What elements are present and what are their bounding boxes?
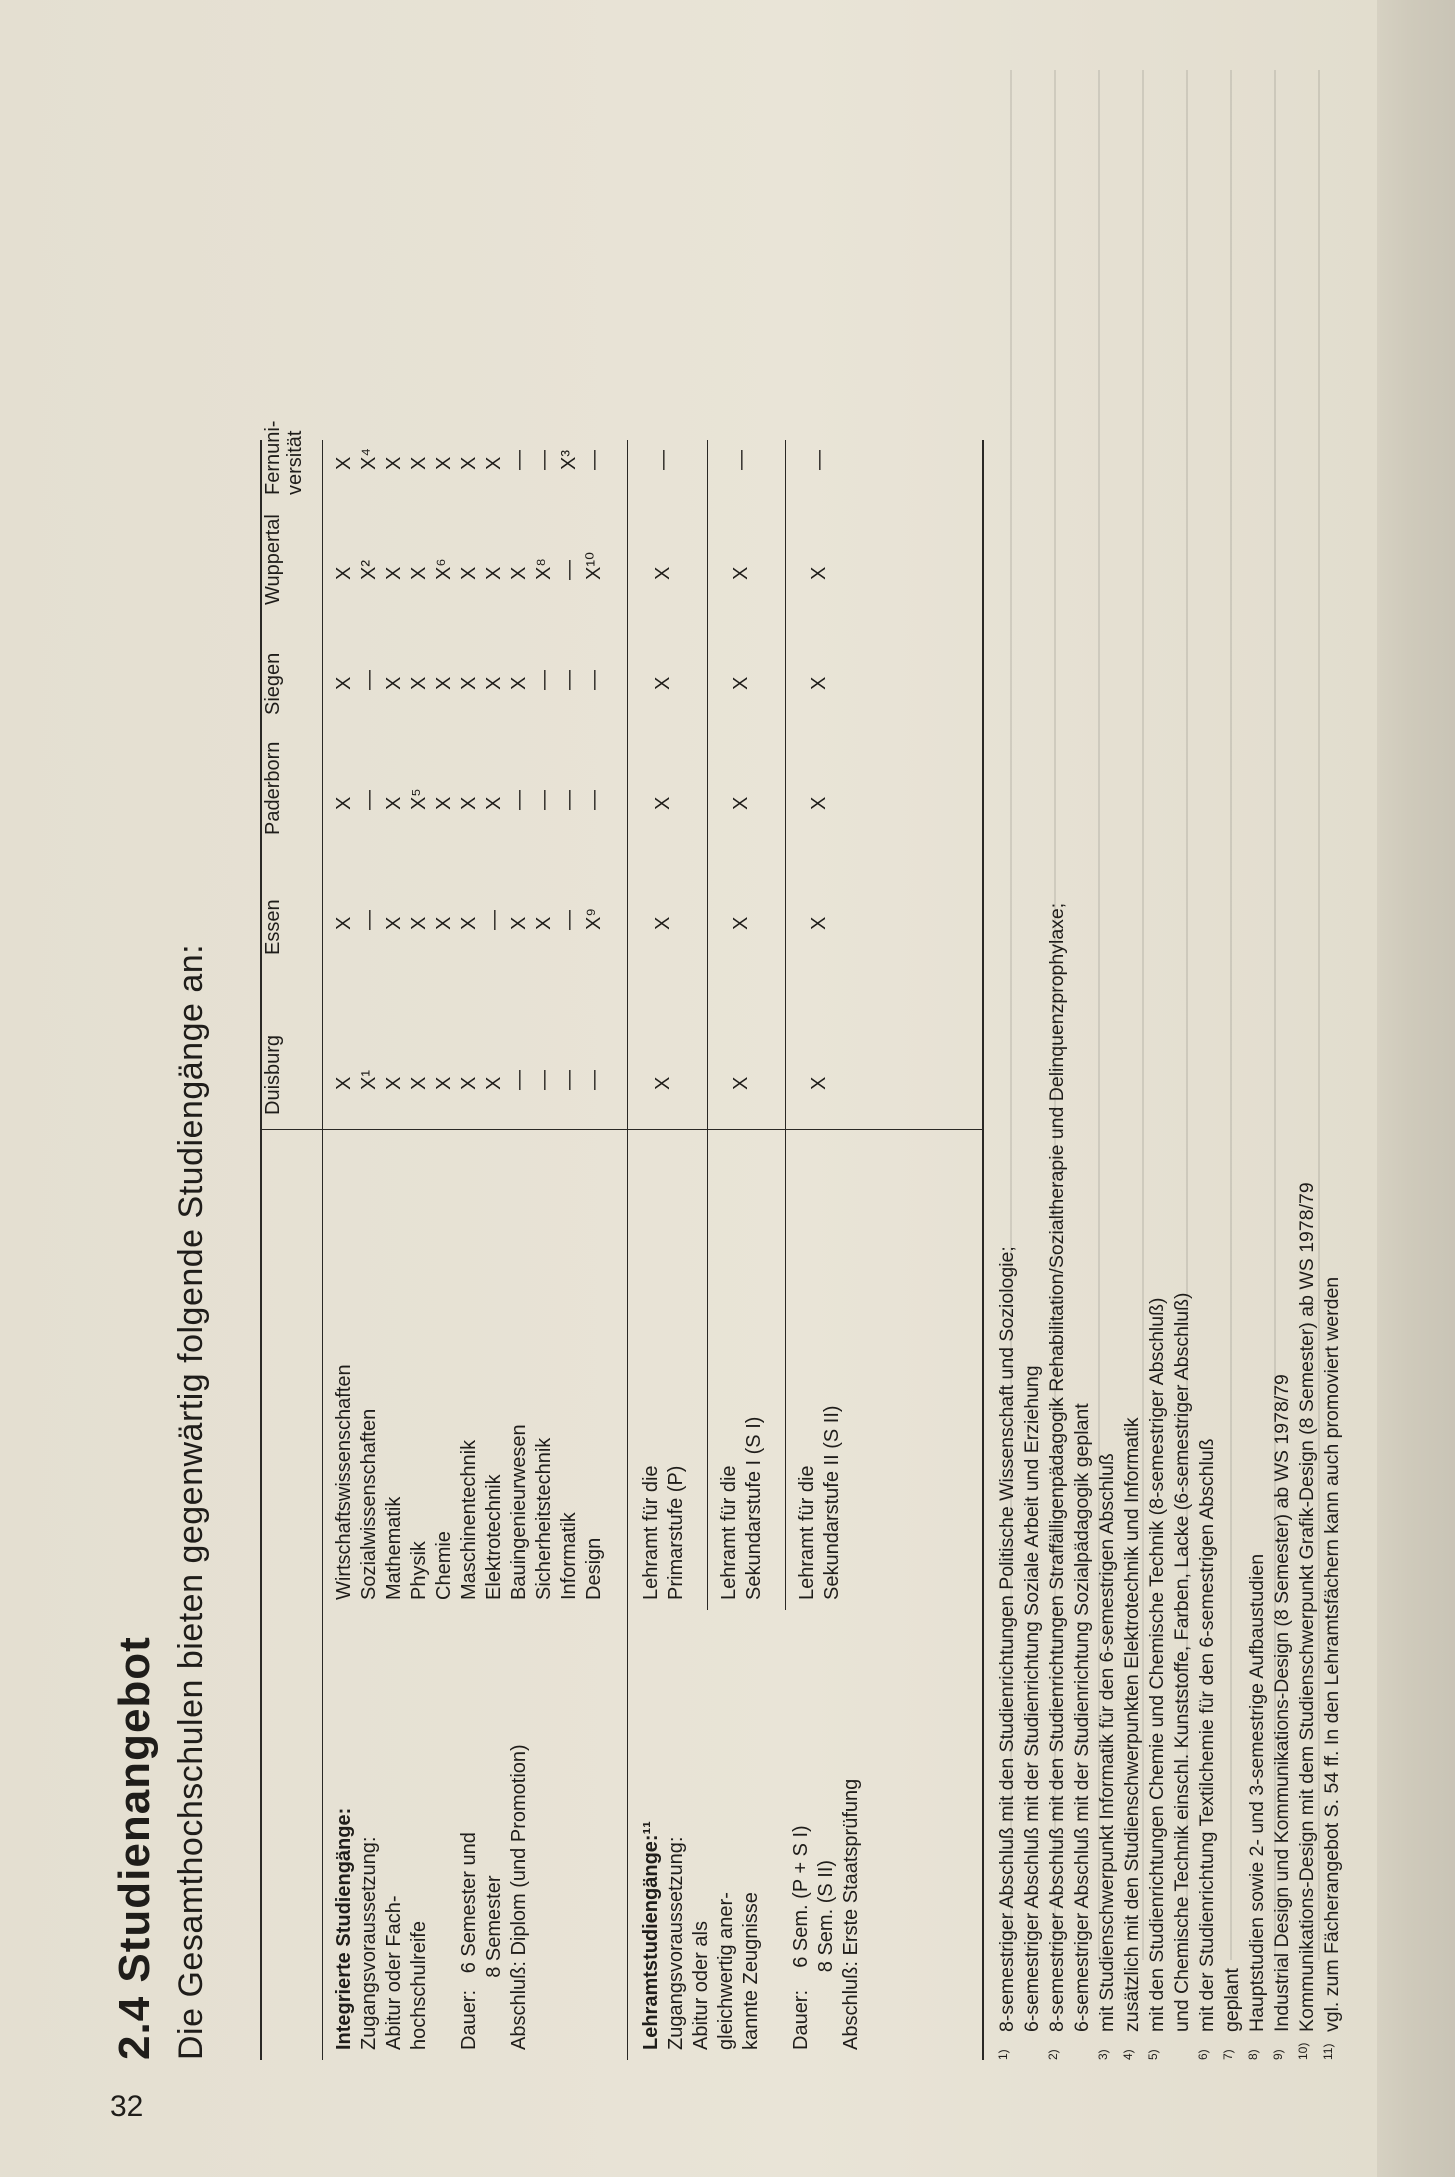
footnote-number-text: 3) <box>1096 2049 1110 2060</box>
mark-0-2: X <box>333 796 355 810</box>
teacher-mark-2-5: — <box>808 450 830 470</box>
teacher-mark-0-0: X <box>652 1076 674 1090</box>
mark-7-1: X <box>508 916 530 930</box>
teacher-mark-1-0: X <box>730 1076 752 1090</box>
mark-8-4: X⁸ <box>533 558 555 580</box>
block-divider <box>627 440 628 2060</box>
mark-0-1: X <box>333 916 355 930</box>
footnote-4 <box>1095 160 1120 2060</box>
mark-8-1: X <box>533 916 555 930</box>
footnote-text: Hauptstudien sowie 2- und 3-semestrige Aufbaustudien <box>1246 1553 1268 2032</box>
footnote-11 <box>1270 160 1295 2060</box>
teacher-row-divider-2 <box>785 440 786 1610</box>
footnote-number <box>995 2032 1020 2060</box>
mark-3-1: X <box>408 916 430 930</box>
footnote-number-text: 9) <box>1271 2049 1285 2060</box>
mark-10-0: — <box>583 1070 605 1090</box>
mark-6-5: X <box>483 456 505 470</box>
footnote-0 <box>995 160 1020 2060</box>
teacher-mark-2-1: X <box>808 916 830 930</box>
mark-4-0: X <box>433 1076 455 1090</box>
teacher-title: Lehramtstudiengänge:¹¹ <box>640 1821 662 2050</box>
column-header-0: Duisburg <box>262 1034 284 1115</box>
mark-7-0: — <box>508 1070 530 1090</box>
teacher-mark-2-2: X <box>808 796 830 810</box>
footnote-text: mit der Studienrichtung Textilchemie für den 6-semestrigen Abschluß <box>1196 1438 1218 2032</box>
mark-10-3: — <box>583 670 605 690</box>
mark-6-0: X <box>483 1076 505 1090</box>
mark-7-4: X <box>508 566 530 580</box>
mark-8-5: — <box>533 450 555 470</box>
mark-9-5: X³ <box>558 450 580 470</box>
mark-5-3: X <box>458 676 480 690</box>
label-divider <box>262 1129 982 1130</box>
mark-0-5: X <box>333 456 355 470</box>
mark-4-1: X <box>433 916 455 930</box>
mark-8-2: — <box>533 790 555 810</box>
footnote-5 <box>1120 160 1145 2060</box>
mark-3-0: X <box>408 1076 430 1090</box>
mark-0-3: X <box>333 676 355 690</box>
subject-0: Wirtschaftswissenschaften <box>333 1364 355 1600</box>
page-number: 32 <box>110 2090 144 2123</box>
mark-6-1: — <box>483 910 505 930</box>
footnote-text: Industrial Design und Kommunikations-Design (8 Semester) ab WS 1978/79 <box>1271 1374 1293 2032</box>
column-header-2: Paderborn <box>262 741 284 835</box>
subject-7: Bauingenieurwesen <box>508 1424 530 1600</box>
mark-6-4: X <box>483 566 505 580</box>
mark-9-3: — <box>558 670 580 690</box>
teacher-mark-2-4: X <box>808 566 830 580</box>
subject-8: Sicherheitstechnik <box>533 1437 555 1600</box>
column-header-5: Fernuni- versität <box>262 420 306 495</box>
mark-8-3: — <box>533 670 555 690</box>
mark-3-2: X⁵ <box>408 788 430 810</box>
footnote-7 <box>1170 160 1195 2060</box>
teacher-subject-1: Lehramt für die Sekundarstufe I (S I) <box>718 1416 765 1600</box>
integrated-title: Integrierte Studiengänge: <box>333 1807 355 2050</box>
teacher-mark-0-2: X <box>652 796 674 810</box>
teacher-mark-1-3: X <box>730 676 752 690</box>
mark-4-4: X⁶ <box>433 558 455 580</box>
teacher-conditions: Lehramtstudiengänge:¹¹ Zugangsvoraussetzung: Abitur oder als gleichwertig aner- kannte Zeugnisse Dauer: 6 Sem. (P + S I) 8 Sem. (S II) Abschluß: Erste Staatsprüfung <box>640 1778 862 2050</box>
mark-0-0: X <box>333 1076 355 1090</box>
mark-4-2: X <box>433 796 455 810</box>
footnote-number <box>1020 2032 1045 2060</box>
teacher-mark-1-2: X <box>730 796 752 810</box>
mark-5-1: X <box>458 916 480 930</box>
footnote-10 <box>1245 160 1270 2060</box>
mark-6-2: X <box>483 796 505 810</box>
integrated-conditions: Integrierte Studiengänge: Zugangsvoraussetzung: Abitur oder Fach- hochschulreife Dauer: 6 Semester und 8 Semester Abschluß: Diplom (und Promotion) <box>333 1744 530 2050</box>
footnote-number <box>1295 2032 1320 2060</box>
teacher-mark-1-4: X <box>730 566 752 580</box>
column-header-4: Wuppertal <box>262 514 284 605</box>
footnote-text: zusätzlich mit den Studienschwerpunkten Elektrotechnik und Informatik <box>1121 1417 1143 2032</box>
footnote-text: 8-semestriger Abschluß mit den Studienrichtungen Politische Wissenschaft und Soziologie; <box>996 1246 1018 2032</box>
mark-7-3: X <box>508 676 530 690</box>
study-programs-table <box>260 420 984 2060</box>
footnote-text: 6-semestriger Abschluß mit der Studienrichtung Soziale Arbeit und Erziehung <box>1021 1365 1043 2032</box>
mark-0-4: X <box>333 566 355 580</box>
mark-1-1: — <box>358 910 380 930</box>
subject-10: Design <box>583 1537 605 1600</box>
column-header-1: Essen <box>262 899 284 955</box>
mark-9-4: — <box>558 560 580 580</box>
intro-text: Die Gesamthochschulen bieten gegenwärtig folgende Studiengänge an: <box>172 943 210 2060</box>
mark-9-2: — <box>558 790 580 810</box>
footnote-number <box>1095 2032 1120 2060</box>
footnote-12 <box>1295 160 1320 2060</box>
teacher-row-divider-1 <box>707 440 708 1610</box>
mark-9-0: — <box>558 1070 580 1090</box>
mark-10-4: X¹⁰ <box>583 551 605 580</box>
mark-3-5: X <box>408 456 430 470</box>
mark-2-4: X <box>383 566 405 580</box>
teacher-mark-0-3: X <box>652 676 674 690</box>
subject-3: Physik <box>408 1541 430 1600</box>
teacher-mark-0-1: X <box>652 916 674 930</box>
subject-2: Mathematik <box>383 1496 405 1600</box>
footnote-text: mit den Studienrichtungen Chemie und Chemische Technik (8-semestriger Abschluß) <box>1146 1297 1168 2032</box>
mark-2-1: X <box>383 916 405 930</box>
footnote-number-text: 1) <box>996 2049 1010 2060</box>
header-divider <box>322 440 323 2060</box>
footnote-number-text: 11) <box>1321 2043 1335 2060</box>
footnote-2 <box>1045 160 1070 2060</box>
mark-5-2: X <box>458 796 480 810</box>
subject-5: Maschinentechnik <box>458 1439 480 1600</box>
footnote-number <box>1270 2032 1295 2060</box>
footnote-number-text: 2) <box>1046 2049 1060 2060</box>
mark-2-2: X <box>383 796 405 810</box>
page-edge <box>1377 0 1455 2177</box>
footnote-9 <box>1220 160 1245 2060</box>
mark-4-5: X <box>433 456 455 470</box>
mark-3-3: X <box>408 676 430 690</box>
footnote-number-text: 6) <box>1196 2049 1210 2060</box>
footnote-text: geplant <box>1221 1968 1243 2032</box>
footnote-number <box>1045 2032 1070 2060</box>
footnote-1 <box>1020 160 1045 2060</box>
footnote-text: und Chemische Technik einschl. Kunststoffe, Farben, Lacke (6-semestriger Abschluß) <box>1171 1292 1193 2032</box>
footnote-number-text: 8) <box>1246 2049 1260 2060</box>
subject-4: Chemie <box>433 1531 455 1600</box>
mark-9-1: — <box>558 910 580 930</box>
footnote-text: vgl. zum Fächerangebot S. 54 ff. In den Lehramtsfächern kann auch promoviert werden <box>1321 1276 1343 2032</box>
column-header-3: Siegen <box>262 652 284 715</box>
mark-10-2: — <box>583 790 605 810</box>
mark-2-0: X <box>383 1076 405 1090</box>
footnote-text: 6-semestriger Abschluß mit der Studienrichtung Sozialpädagogik geplant <box>1071 1403 1093 2032</box>
mark-3-4: X <box>408 566 430 580</box>
footnote-number <box>1320 2032 1345 2060</box>
teacher-mark-1-5: — <box>730 450 752 470</box>
mark-10-5: — <box>583 450 605 470</box>
footnote-number <box>1120 2032 1145 2060</box>
mark-10-1: X⁹ <box>583 908 605 930</box>
footnote-number-text: 10) <box>1296 2042 1310 2060</box>
mark-1-5: X⁴ <box>358 448 380 470</box>
footnote-number-text: 7) <box>1221 2049 1235 2060</box>
mark-1-3: — <box>358 670 380 690</box>
teacher-mark-0-5: — <box>652 450 674 470</box>
mark-5-0: X <box>458 1076 480 1090</box>
footnote-number <box>1070 2032 1095 2060</box>
footnote-number-text: 5) <box>1146 2049 1160 2060</box>
footnote-number <box>1170 2032 1195 2060</box>
footnote-number <box>1220 2032 1245 2060</box>
mark-1-4: X² <box>358 560 380 580</box>
footnote-6 <box>1145 160 1170 2060</box>
mark-7-2: — <box>508 790 530 810</box>
mark-2-5: X <box>383 456 405 470</box>
section-heading: 2.4 Studienangebot <box>110 1636 159 2060</box>
subject-9: Informatik <box>558 1512 580 1600</box>
footnote-13 <box>1320 160 1345 2060</box>
mark-7-5: — <box>508 450 530 470</box>
teacher-mark-0-4: X <box>652 566 674 580</box>
mark-1-0: X¹ <box>358 1070 380 1090</box>
mark-6-3: X <box>483 676 505 690</box>
mark-4-3: X <box>433 676 455 690</box>
footnote-3 <box>1070 160 1095 2060</box>
footnote-text: 8-semestriger Abschluß mit den Studienrichtungen Straffälligenpädagogik Rehabilitation/Sozialtherapie und Delinquenzprophylaxe; <box>1046 902 1068 2032</box>
footnote-8 <box>1195 160 1220 2060</box>
footnotes <box>995 160 1345 2060</box>
footnote-text: mit Studienschwerpunkt Informatik für den 6-semestrigen Abschluß <box>1096 1453 1118 2032</box>
mark-8-0: — <box>533 1070 555 1090</box>
teacher-subject-0: Lehramt für die Primarstufe (P) <box>640 1465 687 1600</box>
subject-6: Elektrotechnik <box>483 1474 505 1600</box>
mark-5-4: X <box>458 566 480 580</box>
mark-5-5: X <box>458 456 480 470</box>
rotated-content <box>110 70 1343 2060</box>
footnote-number <box>1195 2032 1220 2060</box>
teacher-mark-1-1: X <box>730 916 752 930</box>
teacher-mark-2-3: X <box>808 676 830 690</box>
footnote-number-text: 4) <box>1121 2049 1135 2060</box>
teacher-mark-2-0: X <box>808 1076 830 1090</box>
subject-1: Sozialwissenschaften <box>358 1408 380 1600</box>
mark-1-2: — <box>358 790 380 810</box>
mark-2-3: X <box>383 676 405 690</box>
footnote-number <box>1145 2032 1170 2060</box>
teacher-subject-2: Lehramt für die Sekundarstufe II (S II) <box>796 1405 843 1600</box>
footnote-text: Kommunikations-Design mit dem Studienschwerpunkt Grafik-Design (8 Semester) ab WS 1978/79 <box>1296 1182 1318 2032</box>
footnote-number <box>1245 2032 1270 2060</box>
